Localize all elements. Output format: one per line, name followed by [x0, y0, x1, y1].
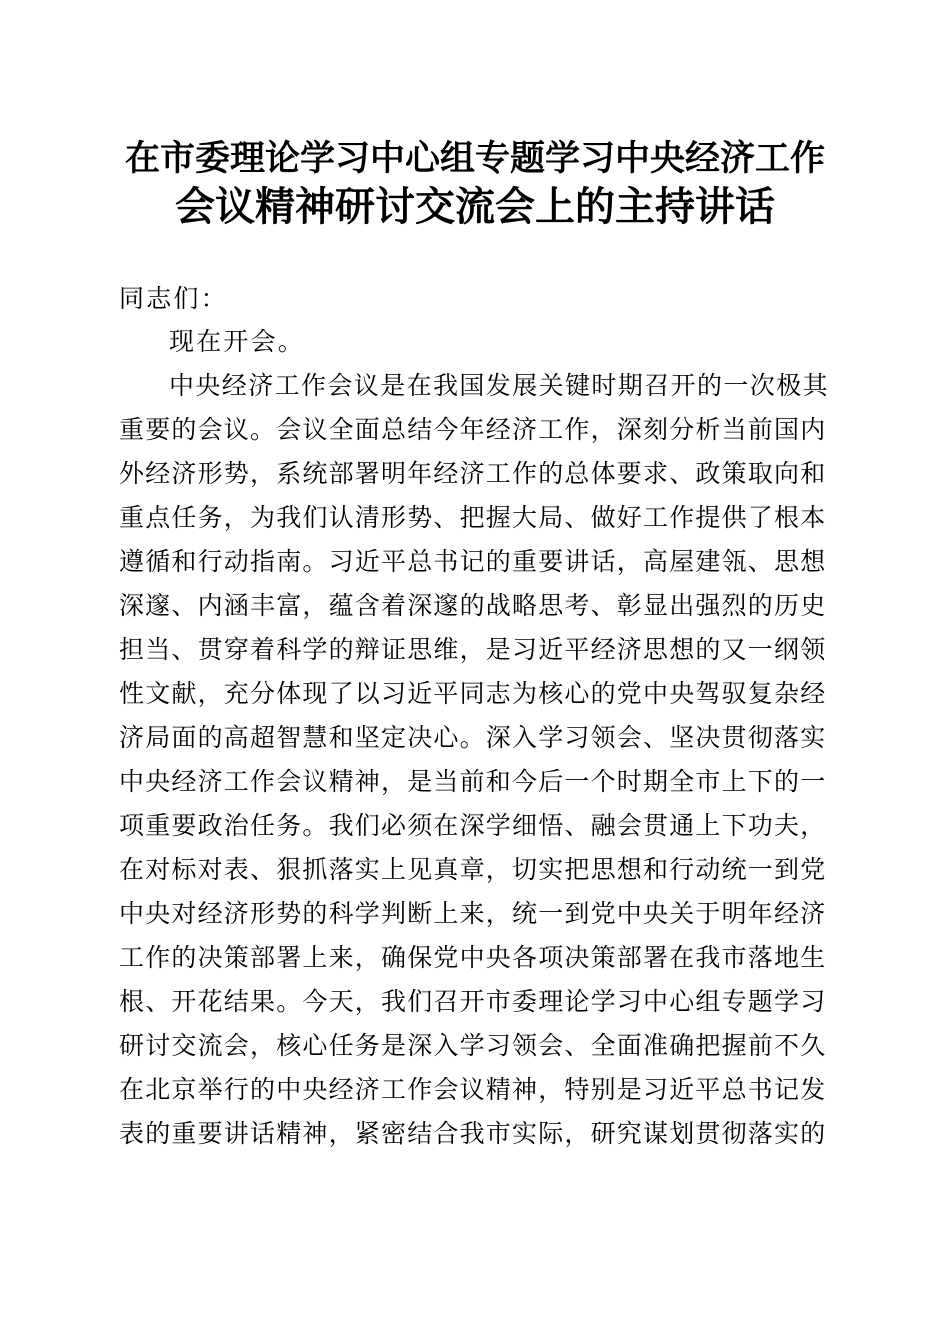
- paragraph-2-line: 中央对经济形势的科学判断上来，统一到党中央关于明年经济: [119, 899, 827, 928]
- salutation: 同志们：: [119, 284, 228, 313]
- paragraph-2-line: 济局面的高超智慧和坚定决心。深入学习领会、坚决贯彻落实: [119, 723, 827, 752]
- document-title-line-2: 会议精神研讨交流会上的主持讲话: [175, 183, 775, 230]
- paragraph-2-line: 遵循和行动指南。习近平总书记的重要讲话，高屋建瓴、思想: [119, 547, 827, 576]
- paragraph-2-line: 项重要政治任务。我们必须在深学细悟、融会贯通上下功夫，: [119, 811, 827, 840]
- paragraph-2-line: 中央经济工作会议精神，是当前和今后一个时期全市上下的一: [119, 767, 827, 796]
- paragraph-2-line: 在北京举行的中央经济工作会议精神，特别是习近平总书记发: [119, 1075, 827, 1104]
- document-title-line-1: 在市委理论学习中心组专题学习中央经济工作: [124, 138, 825, 179]
- paragraph-2-line: 深邃、内涵丰富，蕴含着深邃的战略思考、彰显出强烈的历史: [119, 591, 827, 620]
- paragraph-2-line: 性文献，充分体现了以习近平同志为核心的党中央驾驭复杂经: [119, 679, 827, 708]
- paragraph-2-line: 在对标对表、狠抓落实上见真章，切实把思想和行动统一到党: [119, 855, 827, 884]
- paragraph-2-line: 研讨交流会，核心任务是深入学习领会、全面准确把握前不久: [119, 1031, 827, 1060]
- paragraph-2-line: 重要的会议。会议全面总结今年经济工作，深刻分析当前国内: [119, 415, 827, 444]
- paragraph-2-line: 根、开花结果。今天，我们召开市委理论学习中心组专题学习: [119, 987, 827, 1016]
- paragraph-2-line: 中央经济工作会议是在我国发展关键时期召开的一次极其: [169, 371, 830, 400]
- paragraph-2-line: 外经济形势，系统部署明年经济工作的总体要求、政策取向和: [119, 459, 827, 488]
- paragraph-2-line: 担当、贯穿着科学的辩证思维，是习近平经济思想的又一纲领: [119, 635, 827, 664]
- paragraph-2-line: 工作的决策部署上来，确保党中央各项决策部署在我市落地生: [119, 943, 827, 972]
- paragraph-2-line: 重点任务，为我们认清形势、把握大局、做好工作提供了根本: [119, 503, 827, 532]
- paragraph-2-line: 表的重要讲话精神，紧密结合我市实际，研究谋划贯彻落实的: [119, 1119, 827, 1148]
- paragraph-1: 现在开会。: [169, 327, 306, 356]
